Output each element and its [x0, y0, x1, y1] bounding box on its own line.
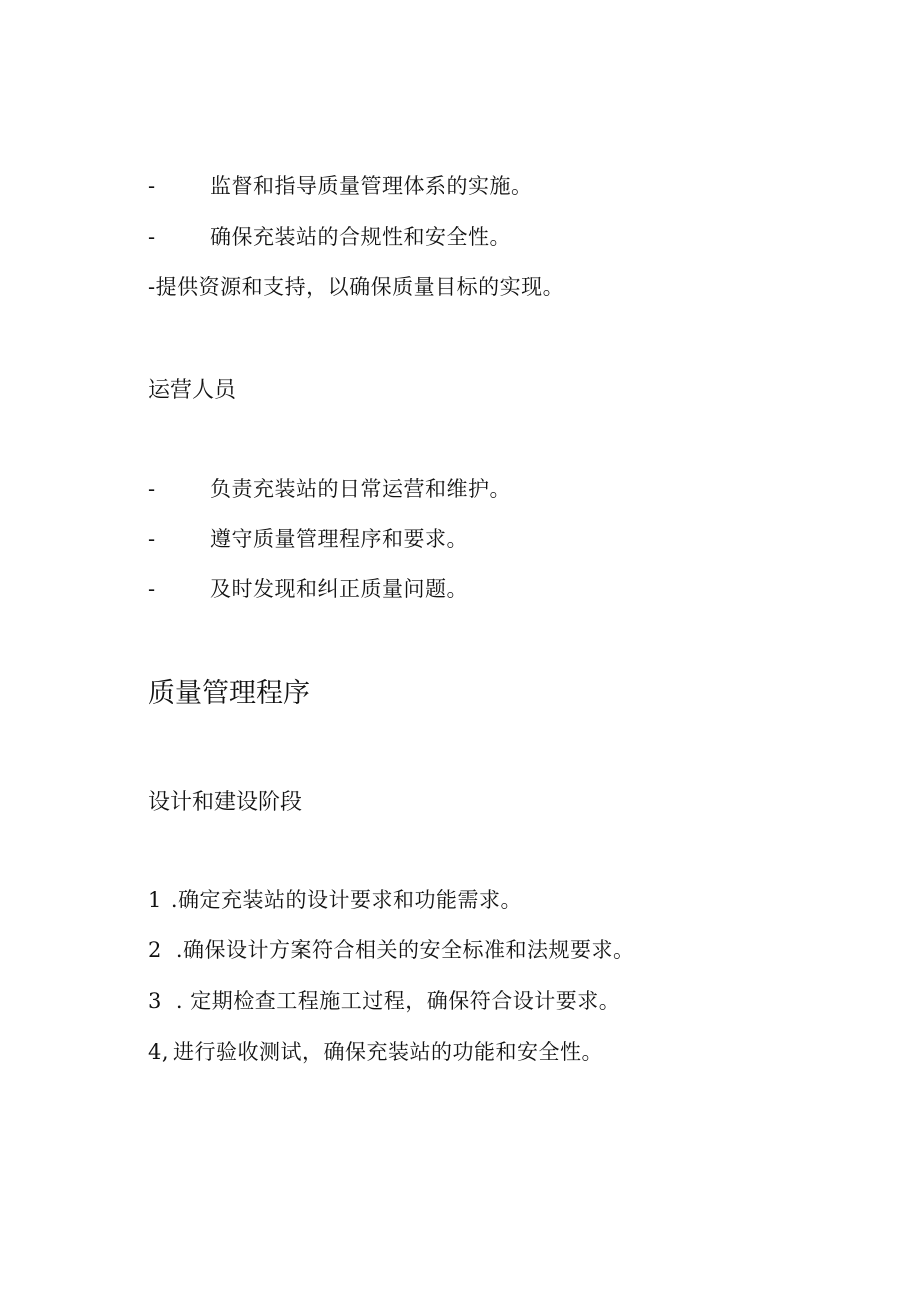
list-item — [148, 273, 564, 301]
list-marker: - — [148, 477, 156, 501]
numbered-step — [148, 1038, 603, 1066]
list-item — [148, 223, 511, 251]
numbered-step — [148, 987, 620, 1015]
list-item — [148, 525, 468, 553]
list-item-text: 及时发现和纠正质量问题。 — [210, 577, 468, 601]
numbered-step — [148, 936, 635, 964]
list-marker: - — [148, 577, 156, 601]
step-text: 进行验收测试，确保充装站的功能和安全性。 — [173, 1040, 604, 1064]
numbered-step — [148, 886, 522, 914]
step-number: 1 — [148, 888, 162, 912]
list-marker: - — [148, 275, 156, 299]
list-marker: - — [148, 225, 156, 249]
step-text: .确保设计方案符合相关的安全标准和法规要求。 — [175, 938, 635, 962]
list-item — [148, 475, 511, 503]
list-marker: - — [148, 527, 156, 551]
step-number: 4, — [148, 1040, 170, 1064]
section-heading-procedures: 质量管理程序 — [148, 678, 310, 709]
list-item-text: 负责充装站的日常运营和维护。 — [210, 477, 511, 501]
subsection-heading-design: 设计和建设阶段 — [148, 790, 303, 815]
list-item — [148, 575, 468, 603]
section-heading-operations: 运营人员 — [148, 378, 237, 403]
list-marker: - — [148, 174, 156, 198]
list-item-text: 提供资源和支持，以确保质量目标的实现。 — [155, 275, 565, 299]
list-item-text: 遵守质量管理程序和要求。 — [210, 527, 468, 551]
step-number: 2 — [148, 938, 162, 962]
step-number: 3 — [148, 989, 162, 1013]
step-text: .确定充装站的设计要求和功能需求。 — [170, 888, 523, 912]
list-item-text: 监督和指导质量管理体系的实施。 — [210, 174, 533, 198]
step-text: . 定期检查工程施工过程，确保符合设计要求。 — [175, 989, 621, 1013]
list-item-text: 确保充装站的合规性和安全性。 — [210, 225, 511, 249]
list-item — [148, 172, 533, 200]
